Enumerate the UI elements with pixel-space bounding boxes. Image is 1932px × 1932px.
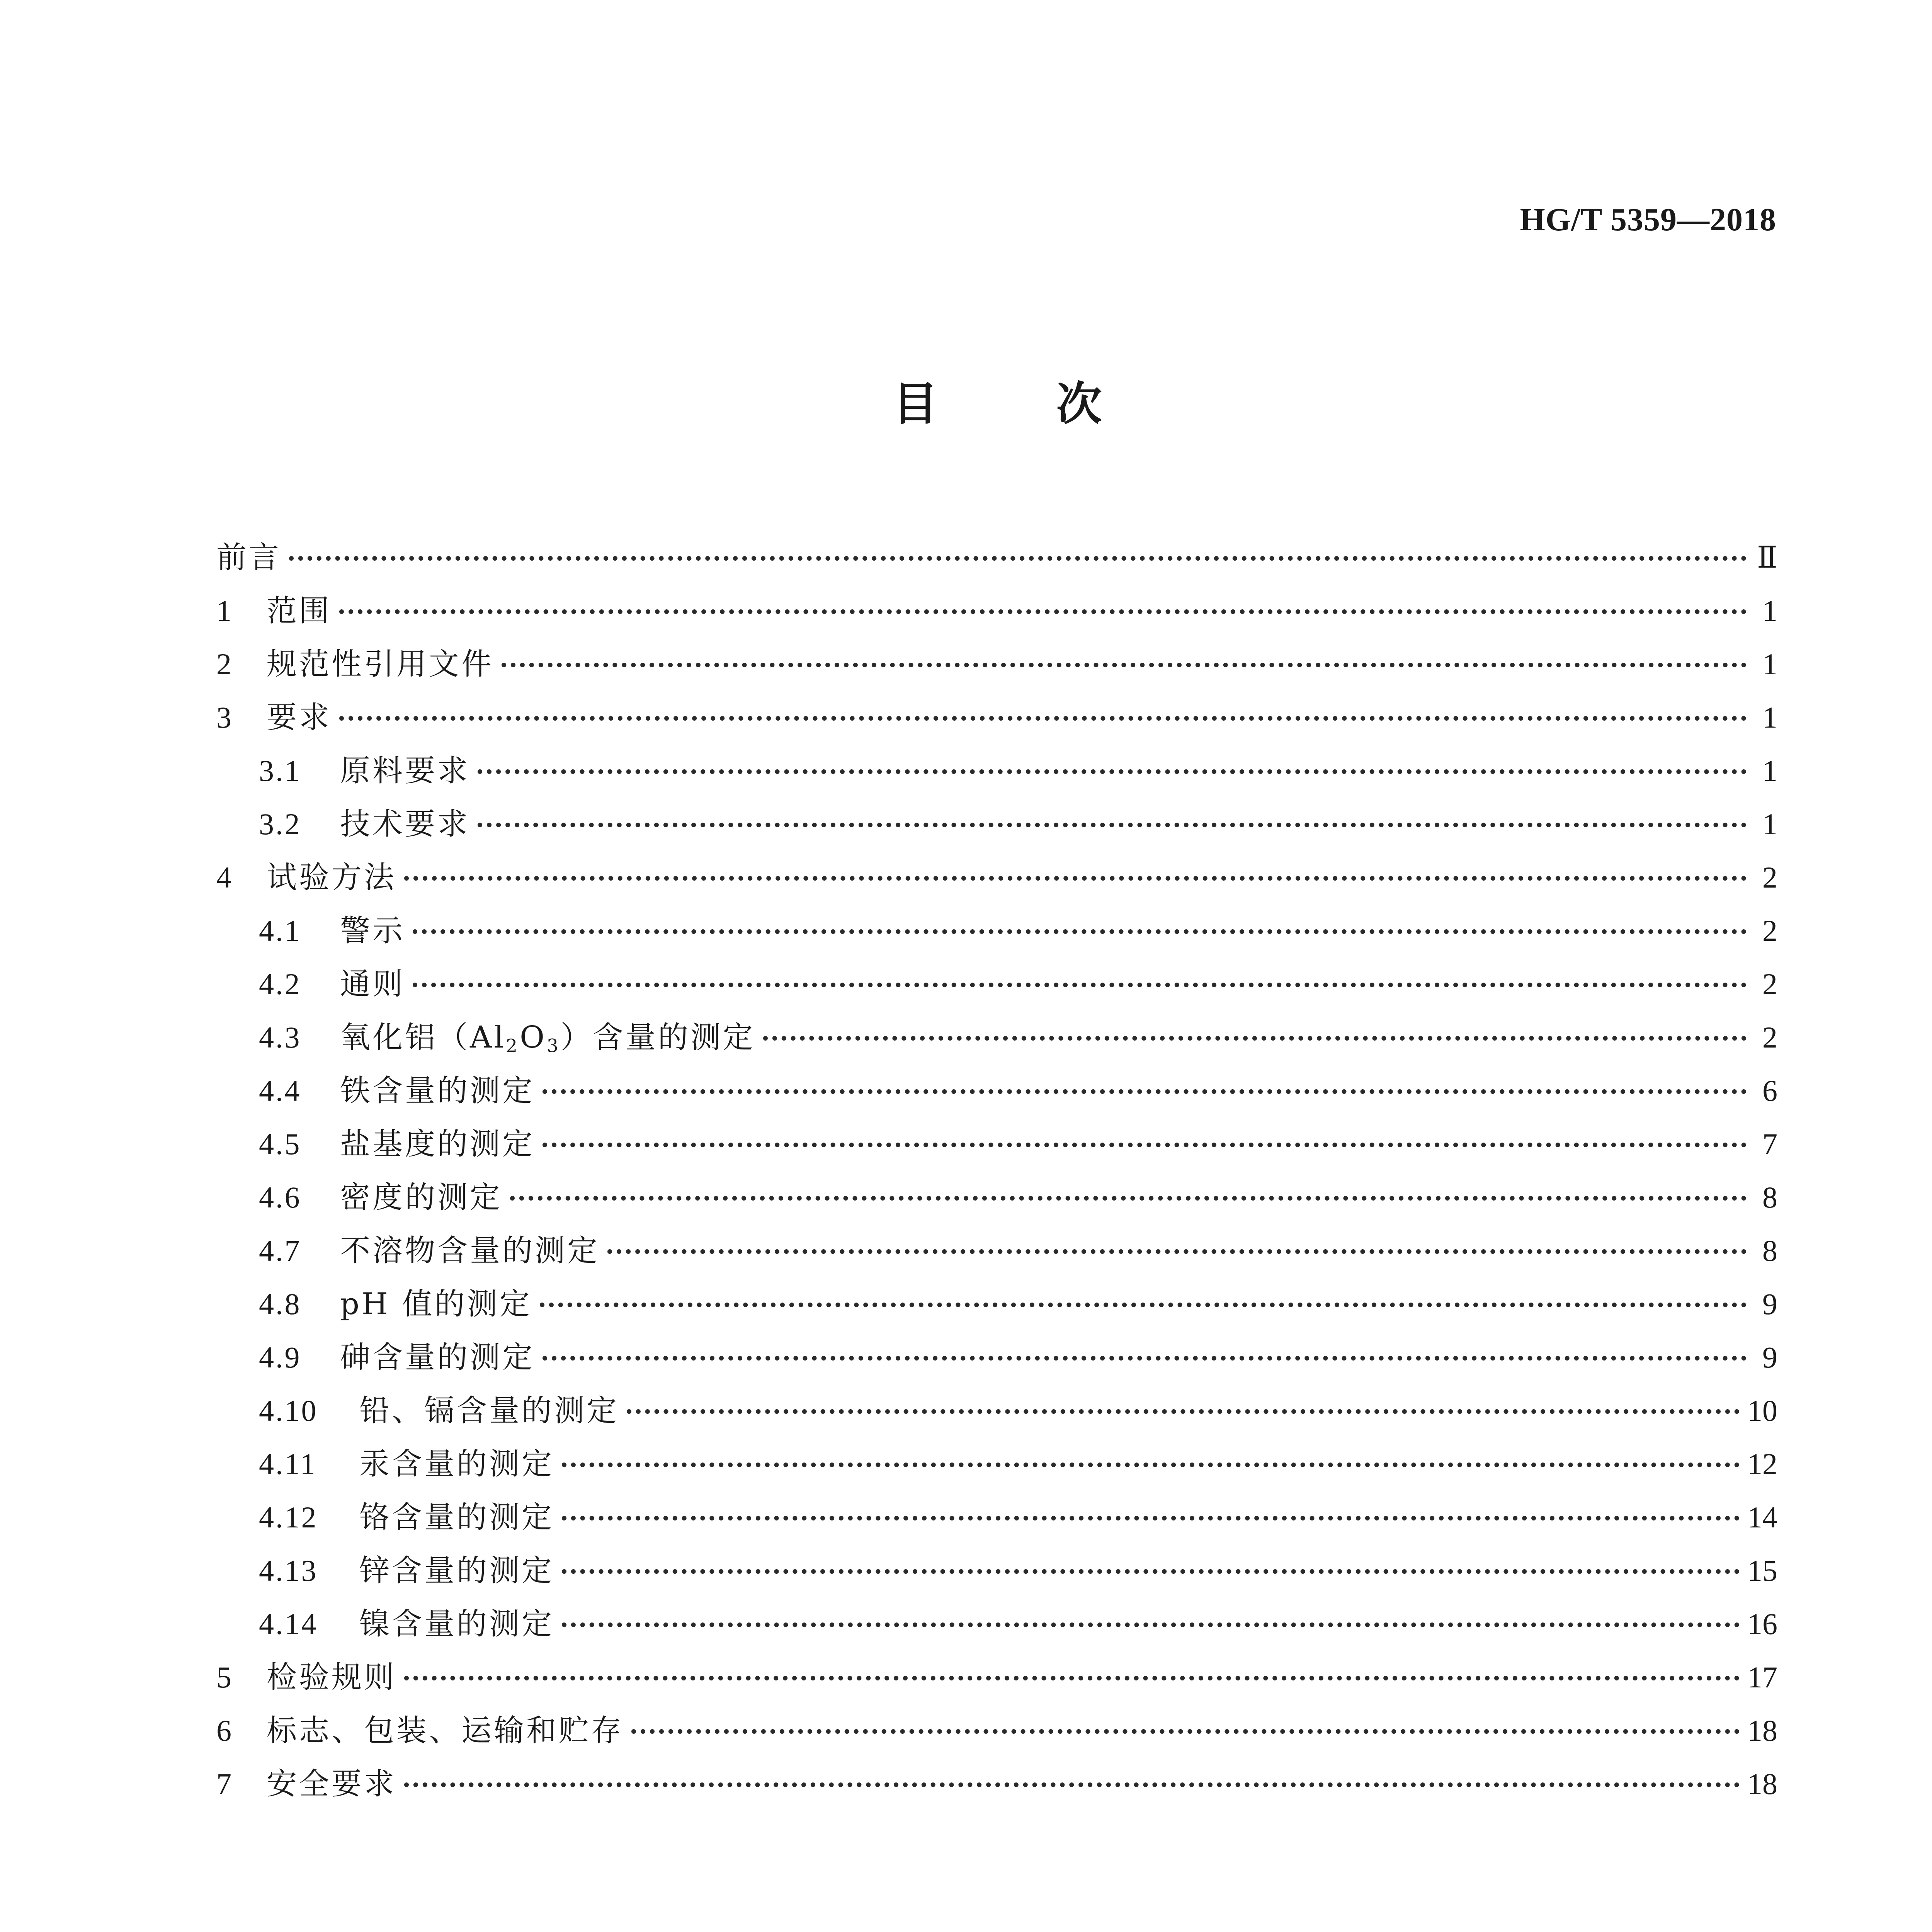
toc-leader-dots	[404, 876, 1747, 881]
toc-entry-4-11[interactable]	[216, 1440, 1777, 1493]
toc-number: 4.3	[259, 1020, 301, 1054]
toc-number: 4	[216, 861, 233, 894]
toc-number: 4.4	[259, 1074, 301, 1107]
toc-leader-dots	[763, 1036, 1747, 1041]
toc-page-number: 8	[1762, 1234, 1777, 1267]
toc-leader-dots	[413, 929, 1747, 934]
toc-number: 4.2	[259, 967, 301, 1001]
toc-page-number: 12	[1747, 1447, 1777, 1481]
toc-label: 不溶物含量的测定	[340, 1233, 600, 1268]
toc-leader-dots	[502, 663, 1747, 667]
toc-entry-7[interactable]	[216, 1760, 1777, 1813]
toc-number: 5	[216, 1660, 233, 1694]
toc-entry-foreword[interactable]	[216, 533, 1777, 587]
toc-leader-dots	[404, 1782, 1740, 1787]
toc-entry-3-1[interactable]	[216, 747, 1777, 800]
toc-entry-4[interactable]	[216, 853, 1777, 906]
toc-label-part: O	[520, 1020, 547, 1055]
subscript: 2	[506, 1036, 520, 1057]
toc-page-number: 1	[1762, 594, 1777, 628]
toc-entry-4-5[interactable]	[216, 1120, 1777, 1173]
toc-leader-dots	[413, 983, 1747, 987]
toc-page-number: 1	[1762, 807, 1777, 841]
toc-leader-dots	[543, 1089, 1747, 1094]
toc-leader-dots	[478, 823, 1747, 827]
toc-leader-dots	[478, 769, 1747, 774]
toc-entry-4-14[interactable]	[216, 1600, 1777, 1653]
toc-leader-dots	[339, 716, 1747, 721]
toc-number: 4.6	[259, 1180, 301, 1214]
toc-page-number: 9	[1762, 1340, 1777, 1374]
toc-number: 4.9	[259, 1340, 301, 1374]
toc-label	[340, 1013, 755, 1057]
toc-leader-dots	[562, 1463, 1740, 1467]
toc-label: 通则	[340, 967, 405, 1002]
toc-page-number: 1	[1762, 647, 1777, 681]
toc-page-number: 2	[1762, 861, 1777, 894]
toc-page-number: 7	[1762, 1127, 1777, 1161]
toc-label-part: ）含量的测定	[560, 1020, 755, 1055]
toc-leader-dots	[627, 1409, 1740, 1414]
toc-label: 铬含量的测定	[359, 1500, 554, 1535]
toc-entry-4-9[interactable]	[216, 1333, 1777, 1386]
toc-label: 技术要求	[340, 807, 470, 842]
document-code: HG/T 5359—2018	[1520, 202, 1776, 238]
toc-page-number: 18	[1747, 1767, 1777, 1801]
toc-page-number: 1	[1762, 754, 1777, 787]
toc-number: 3	[216, 701, 233, 734]
toc-label: 原料要求	[340, 753, 470, 788]
toc-leader-dots	[562, 1569, 1740, 1574]
toc-entry-4-12[interactable]	[216, 1493, 1777, 1546]
toc-page-number: 2	[1762, 967, 1777, 1001]
toc-page-number: 6	[1762, 1074, 1777, 1107]
toc-leader-dots	[543, 1356, 1747, 1361]
toc-entry-3-2[interactable]	[216, 800, 1777, 853]
toc-entry-4-10[interactable]	[216, 1386, 1777, 1440]
toc-entry-3[interactable]	[216, 693, 1777, 747]
toc-label-part: 氧化铝（Al	[340, 1020, 506, 1055]
page-title	[0, 367, 1932, 433]
toc-number: 4.8	[259, 1287, 301, 1321]
toc-page-number: 16	[1747, 1607, 1777, 1641]
toc-page-number: 17	[1747, 1660, 1777, 1694]
toc-label: 前言	[216, 540, 282, 575]
toc-number: 4.13	[259, 1554, 318, 1587]
toc-entry-4-8[interactable]	[216, 1280, 1777, 1333]
toc-number: 2	[216, 647, 233, 681]
toc-entry-4-3[interactable]	[216, 1013, 1777, 1066]
toc-page-number: Ⅱ	[1757, 541, 1777, 574]
toc-label: 铁含量的测定	[340, 1073, 535, 1108]
toc-page-number: 2	[1762, 914, 1777, 947]
toc-leader-dots	[289, 556, 1747, 561]
toc-entry-2[interactable]	[216, 640, 1777, 693]
toc-page-number: 18	[1747, 1714, 1777, 1747]
toc-number: 4.14	[259, 1607, 318, 1641]
toc-label: 警示	[340, 913, 405, 948]
toc-page-number: 10	[1747, 1394, 1777, 1427]
toc-label: 范围	[267, 594, 332, 628]
toc-leader-dots	[607, 1249, 1747, 1254]
toc-leader-dots	[631, 1729, 1740, 1734]
toc-label: 规范性引用文件	[267, 647, 494, 682]
toc-number: 1	[216, 594, 233, 628]
toc-number: 4.12	[259, 1500, 318, 1534]
toc-page-number: 2	[1762, 1020, 1777, 1054]
toc-entry-4-2[interactable]	[216, 960, 1777, 1013]
toc-entry-6[interactable]	[216, 1706, 1777, 1760]
toc-leader-dots	[562, 1516, 1740, 1520]
toc-number: 4.10	[259, 1394, 318, 1427]
toc-number: 4.5	[259, 1127, 301, 1161]
toc-label: 密度的测定	[340, 1180, 503, 1215]
toc-label: 盐基度的测定	[340, 1127, 535, 1162]
toc-entry-4-13[interactable]	[216, 1546, 1777, 1600]
toc-page-number: 1	[1762, 701, 1777, 734]
toc-entry-5[interactable]	[216, 1653, 1777, 1706]
toc-label: 试验方法	[267, 860, 397, 895]
toc-number: 6	[216, 1714, 233, 1747]
table-of-contents	[216, 533, 1777, 1813]
toc-label: 砷含量的测定	[340, 1340, 535, 1375]
toc-entry-4-7[interactable]	[216, 1226, 1777, 1280]
toc-label: 锌含量的测定	[359, 1553, 554, 1588]
toc-leader-dots	[404, 1676, 1740, 1680]
toc-page-number: 15	[1747, 1554, 1777, 1587]
toc-number: 4.11	[259, 1447, 317, 1481]
toc-leader-dots	[510, 1196, 1747, 1201]
subscript: 3	[547, 1036, 561, 1057]
toc-label: 标志、包装、运输和贮存	[267, 1713, 624, 1748]
toc-number: 4.1	[259, 914, 301, 947]
toc-leader-dots	[540, 1303, 1747, 1307]
title-char-2: 次	[1056, 377, 1104, 430]
toc-leader-dots	[562, 1622, 1740, 1627]
toc-number: 3.1	[259, 754, 301, 787]
toc-entry-1[interactable]	[216, 587, 1777, 640]
title-char-1: 目	[892, 377, 940, 430]
toc-label: 安全要求	[267, 1767, 397, 1801]
toc-label: 镍含量的测定	[359, 1607, 554, 1641]
toc-leader-dots	[339, 609, 1747, 614]
toc-page-number: 8	[1762, 1180, 1777, 1214]
toc-page-number: 14	[1747, 1500, 1777, 1534]
toc-entry-4-4[interactable]	[216, 1066, 1777, 1120]
toc-entry-4-6[interactable]	[216, 1173, 1777, 1226]
toc-label: 汞含量的测定	[359, 1447, 554, 1481]
toc-page-number: 9	[1762, 1287, 1777, 1321]
toc-label: 铅、镉含量的测定	[359, 1393, 619, 1428]
toc-number: 4.7	[259, 1234, 301, 1267]
toc-leader-dots	[543, 1143, 1747, 1147]
toc-number: 3.2	[259, 807, 301, 841]
toc-number: 7	[216, 1767, 233, 1801]
toc-entry-4-1[interactable]	[216, 906, 1777, 960]
toc-label: 检验规则	[267, 1660, 397, 1695]
toc-label: pH 值的测定	[340, 1287, 532, 1321]
toc-label: 要求	[267, 700, 332, 735]
